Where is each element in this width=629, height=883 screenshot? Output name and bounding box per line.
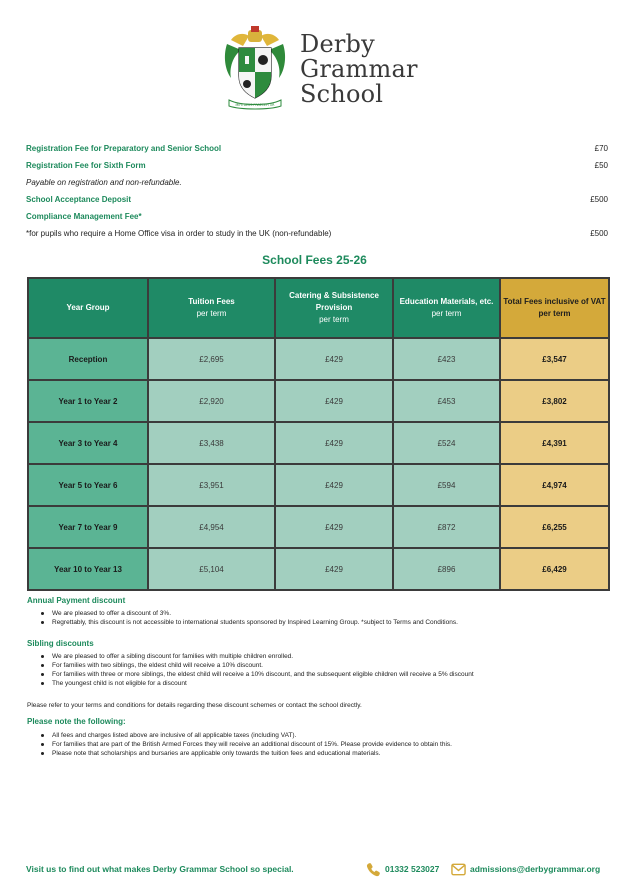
cell-materials: £872	[393, 506, 500, 548]
cell-catering: £429	[275, 506, 393, 548]
list-item: We are pleased to offer a sibling discount for families with multiple children enrolled.	[52, 652, 474, 661]
column-header-tuition: Tuition Fees per term	[148, 278, 275, 338]
cell-year: Year 5 to Year 6	[28, 464, 148, 506]
fee-label: Registration Fee for Preparatory and Senior School	[26, 144, 222, 153]
fee-row	[26, 227, 608, 244]
page-footer	[26, 862, 606, 878]
footer-email[interactable]: admissions@derbygrammar.org	[470, 864, 601, 874]
cell-catering: £429	[275, 422, 393, 464]
cell-tuition: £3,438	[148, 422, 275, 464]
cell-year: Year 10 to Year 13	[28, 548, 148, 590]
cell-total: £6,429	[500, 548, 609, 590]
column-header-total: Total Fees inclusive of VAT per term	[500, 278, 609, 338]
cell-tuition: £4,954	[148, 506, 275, 548]
cell-materials: £896	[393, 548, 500, 590]
school-name-line: School	[300, 80, 384, 108]
fee-note: *for pupils who require a Home Office visa in order to study in the UK (non-refundable)	[26, 229, 332, 238]
sibling-discount-list	[52, 652, 474, 688]
list-item: For families that are part of the British Armed Forces they will receive an additional discount of 15%. Please provide evidence to obtain this.	[52, 741, 452, 748]
table-row	[28, 506, 609, 548]
cell-catering: £429	[275, 380, 393, 422]
cell-materials: £594	[393, 464, 500, 506]
cell-materials: £423	[393, 338, 500, 380]
page-header	[0, 24, 629, 112]
annual-discount-list	[52, 609, 458, 627]
table-row	[28, 422, 609, 464]
sibling-discount-title: Sibling discounts	[27, 639, 94, 648]
fee-label: School Acceptance Deposit	[26, 195, 132, 204]
cell-total: £4,974	[500, 464, 609, 506]
cell-total: £3,547	[500, 338, 609, 380]
table-row	[28, 338, 609, 380]
column-header-year-group: Year Group	[28, 278, 148, 338]
table-row	[28, 380, 609, 422]
fee-row	[26, 210, 608, 227]
fee-note: Payable on registration and non-refundable.	[26, 178, 182, 187]
cell-year: Year 3 to Year 4	[28, 422, 148, 464]
list-item: Please note that scholarships and bursaries are applicable only towards the tuition fees and educational materials.	[52, 749, 452, 758]
mail-icon	[451, 863, 466, 876]
fee-row	[26, 176, 608, 193]
fee-row	[26, 193, 608, 210]
cell-tuition: £2,920	[148, 380, 275, 422]
cell-materials: £453	[393, 380, 500, 422]
school-crest-logo	[221, 26, 289, 110]
fee-row	[26, 142, 608, 159]
cell-materials: £524	[393, 422, 500, 464]
cell-total: £6,255	[500, 506, 609, 548]
cell-catering: £429	[275, 548, 393, 590]
school-name	[300, 32, 418, 107]
list-item: We are pleased to offer a discount of 3%.	[52, 609, 458, 618]
footer-visit-text: Visit us to find out what makes Derby Grammar School so special.	[26, 864, 294, 874]
list-item: For families with two siblings, the eldest child will receive a 10% discount.	[52, 661, 474, 670]
fee-amount: £50	[594, 161, 608, 170]
one-off-fees	[26, 142, 608, 244]
crest-motto: MIHI DEUS PRAECEPTOR	[235, 103, 275, 107]
list-item: Regrettably, this discount is not accessible to international students sponsored by Inspired Learning Group. *subject to Terms and Conditions.	[52, 619, 458, 626]
footer-phone[interactable]: 01332 523027	[385, 864, 440, 874]
cell-total: £4,391	[500, 422, 609, 464]
fees-table-title: School Fees 25-26	[262, 253, 367, 267]
terms-note: Please refer to your terms and conditions for details regarding these discount schemes or contact the school directly.	[27, 702, 362, 709]
cell-total: £3,802	[500, 380, 609, 422]
table-row	[28, 548, 609, 590]
cell-tuition: £3,951	[148, 464, 275, 506]
fee-amount: £500	[590, 229, 608, 238]
annual-discount-title: Annual Payment discount	[27, 596, 126, 605]
cell-catering: £429	[275, 338, 393, 380]
cell-tuition: £5,104	[148, 548, 275, 590]
list-item: For families with three or more siblings, the eldest child will receive a 10% discount, and the subsequent eligible children will receive a 5% discount	[52, 671, 474, 678]
list-item: All fees and charges listed above are inclusive of all applicable taxes (including VAT).	[52, 731, 452, 740]
cell-year: Reception	[28, 338, 148, 380]
fee-amount: £500	[590, 195, 608, 204]
fee-row	[26, 159, 608, 176]
fee-amount: £70	[594, 144, 608, 153]
school-name-line: Derby	[300, 30, 375, 58]
notes-title: Please note the following:	[27, 717, 126, 726]
notes-list	[52, 731, 452, 758]
phone-icon	[366, 862, 381, 877]
fee-label: Registration Fee for Sixth Form	[26, 161, 146, 170]
school-fees-table	[27, 277, 610, 591]
table-header-row	[28, 278, 609, 338]
cell-tuition: £2,695	[148, 338, 275, 380]
column-header-materials: Education Materials, etc. per term	[393, 278, 500, 338]
fee-label: Compliance Management Fee*	[26, 212, 142, 221]
cell-catering: £429	[275, 464, 393, 506]
cell-year: Year 7 to Year 9	[28, 506, 148, 548]
list-item: The youngest child is not eligible for a discount	[52, 679, 474, 688]
cell-year: Year 1 to Year 2	[28, 380, 148, 422]
column-header-catering: Catering & Subsistence Provision per term	[275, 278, 393, 338]
table-row	[28, 464, 609, 506]
school-name-line: Grammar	[300, 55, 418, 83]
